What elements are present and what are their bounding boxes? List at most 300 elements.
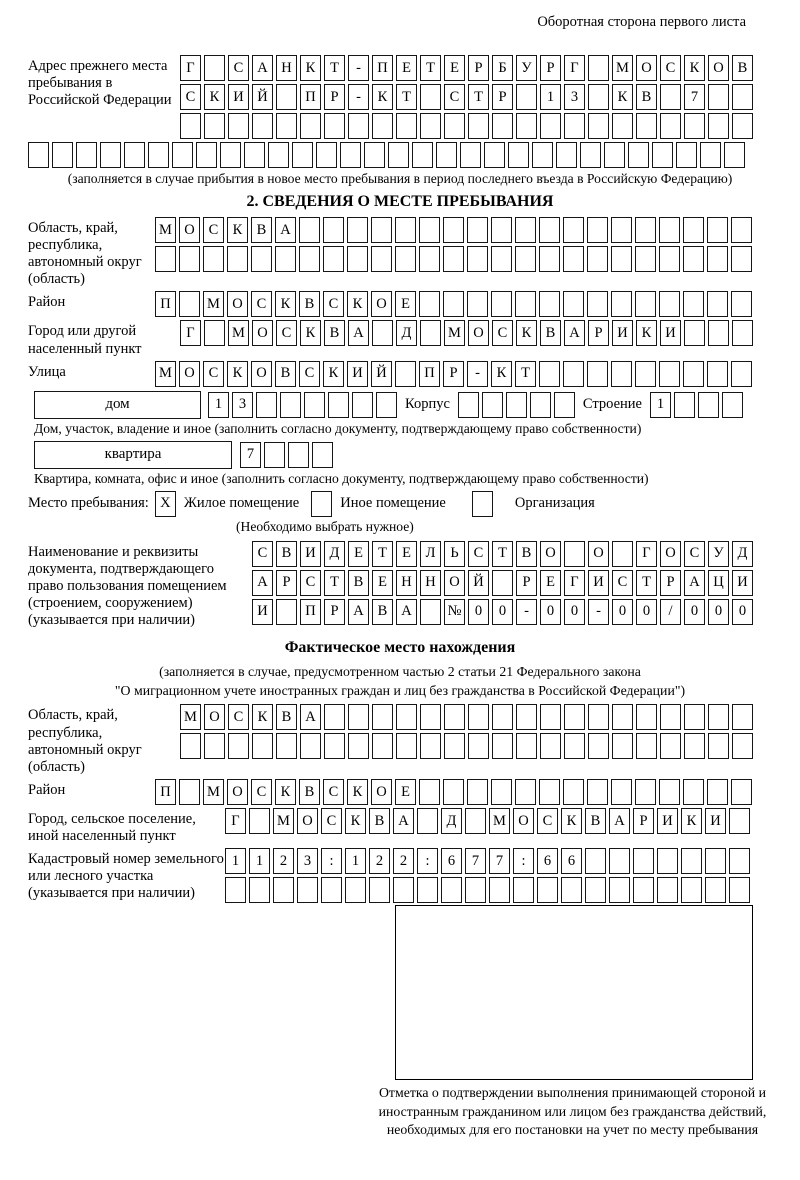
char-cell[interactable] — [372, 704, 393, 730]
char-cell[interactable]: М — [203, 779, 224, 805]
char-cell[interactable]: М — [155, 217, 176, 243]
char-cell[interactable] — [179, 291, 200, 317]
char-cell[interactable] — [419, 291, 440, 317]
char-cell[interactable] — [225, 877, 246, 903]
char-cell[interactable] — [612, 733, 633, 759]
char-cell[interactable]: И — [612, 320, 633, 346]
char-cell[interactable]: С — [612, 570, 633, 596]
char-cell[interactable]: У — [708, 541, 729, 567]
char-cell[interactable]: Л — [420, 541, 441, 567]
char-cell[interactable] — [465, 808, 486, 834]
char-cell[interactable] — [729, 848, 750, 874]
char-cell[interactable] — [652, 142, 673, 168]
char-cell[interactable]: К — [300, 320, 321, 346]
char-cell[interactable]: О — [227, 291, 248, 317]
char-cell[interactable] — [732, 113, 753, 139]
char-cell[interactable] — [684, 113, 705, 139]
char-cell[interactable]: - — [348, 55, 369, 81]
char-cell[interactable]: 0 — [564, 599, 585, 625]
char-cell[interactable] — [635, 361, 656, 387]
char-cell[interactable] — [612, 541, 633, 567]
char-cell[interactable] — [328, 392, 349, 418]
char-cell[interactable] — [708, 84, 729, 110]
char-cell[interactable] — [324, 733, 345, 759]
char-cell[interactable] — [288, 442, 309, 468]
char-cell[interactable] — [539, 361, 560, 387]
char-cell[interactable]: 2 — [273, 848, 294, 874]
char-cell[interactable]: И — [657, 808, 678, 834]
char-cell[interactable]: К — [323, 361, 344, 387]
char-cell[interactable] — [388, 142, 409, 168]
char-cell[interactable] — [681, 848, 702, 874]
char-cell[interactable]: 3 — [232, 392, 253, 418]
char-cell[interactable] — [674, 392, 695, 418]
char-cell[interactable] — [684, 704, 705, 730]
char-cell[interactable] — [299, 246, 320, 272]
char-cell[interactable]: Й — [252, 84, 273, 110]
char-cell[interactable]: О — [468, 320, 489, 346]
char-cell[interactable] — [700, 142, 721, 168]
char-cell[interactable] — [540, 704, 561, 730]
char-cell[interactable]: С — [203, 361, 224, 387]
char-cell[interactable] — [227, 246, 248, 272]
char-cell[interactable] — [587, 291, 608, 317]
char-cell[interactable]: Г — [180, 55, 201, 81]
char-cell[interactable] — [276, 84, 297, 110]
char-cell[interactable] — [684, 733, 705, 759]
char-cell[interactable]: В — [348, 570, 369, 596]
char-cell[interactable] — [587, 779, 608, 805]
char-cell[interactable] — [636, 733, 657, 759]
char-cell[interactable]: В — [732, 55, 753, 81]
char-cell[interactable]: И — [252, 599, 273, 625]
char-cell[interactable] — [180, 113, 201, 139]
char-cell[interactable]: Н — [420, 570, 441, 596]
char-cell[interactable] — [264, 442, 285, 468]
char-cell[interactable] — [352, 392, 373, 418]
char-cell[interactable] — [635, 779, 656, 805]
char-cell[interactable] — [395, 217, 416, 243]
char-cell[interactable]: С — [300, 570, 321, 596]
char-cell[interactable] — [707, 361, 728, 387]
char-cell[interactable] — [732, 704, 753, 730]
char-cell[interactable] — [516, 704, 537, 730]
char-cell[interactable] — [659, 217, 680, 243]
char-cell[interactable] — [300, 113, 321, 139]
char-cell[interactable]: 0 — [468, 599, 489, 625]
char-cell[interactable]: И — [588, 570, 609, 596]
char-cell[interactable] — [587, 361, 608, 387]
char-cell[interactable]: Т — [492, 541, 513, 567]
char-cell[interactable]: Г — [636, 541, 657, 567]
char-cell[interactable] — [396, 113, 417, 139]
char-cell[interactable] — [609, 877, 630, 903]
char-cell[interactable]: И — [705, 808, 726, 834]
char-cell[interactable]: К — [347, 779, 368, 805]
char-cell[interactable] — [297, 877, 318, 903]
char-cell[interactable]: 2 — [393, 848, 414, 874]
char-cell[interactable] — [731, 361, 752, 387]
char-cell[interactable] — [612, 704, 633, 730]
char-cell[interactable] — [280, 392, 301, 418]
char-cell[interactable] — [609, 848, 630, 874]
char-cell[interactable] — [585, 848, 606, 874]
char-cell[interactable]: В — [276, 541, 297, 567]
char-cell[interactable] — [468, 113, 489, 139]
char-cell[interactable]: 1 — [345, 848, 366, 874]
char-cell[interactable]: К — [684, 55, 705, 81]
char-cell[interactable] — [491, 217, 512, 243]
char-cell[interactable]: 0 — [492, 599, 513, 625]
char-cell[interactable]: 0 — [636, 599, 657, 625]
char-cell[interactable]: В — [516, 541, 537, 567]
char-cell[interactable]: Т — [636, 570, 657, 596]
char-cell[interactable]: 3 — [297, 848, 318, 874]
char-cell[interactable] — [515, 246, 536, 272]
char-cell[interactable] — [506, 392, 527, 418]
char-cell[interactable] — [729, 877, 750, 903]
char-cell[interactable] — [556, 142, 577, 168]
char-cell[interactable] — [540, 113, 561, 139]
char-cell[interactable] — [443, 291, 464, 317]
char-cell[interactable] — [467, 779, 488, 805]
char-cell[interactable]: С — [276, 320, 297, 346]
char-cell[interactable]: Н — [396, 570, 417, 596]
char-cell[interactable]: В — [276, 704, 297, 730]
char-cell[interactable]: П — [419, 361, 440, 387]
char-cell[interactable]: 1 — [540, 84, 561, 110]
char-cell[interactable]: 7 — [465, 848, 486, 874]
char-cell[interactable] — [659, 246, 680, 272]
char-cell[interactable] — [444, 113, 465, 139]
char-cell[interactable]: С — [684, 541, 705, 567]
char-cell[interactable] — [636, 113, 657, 139]
char-cell[interactable]: С — [299, 361, 320, 387]
char-cell[interactable]: 0 — [540, 599, 561, 625]
char-cell[interactable]: К — [252, 704, 273, 730]
char-cell[interactable] — [554, 392, 575, 418]
char-cell[interactable]: А — [609, 808, 630, 834]
char-cell[interactable] — [516, 733, 537, 759]
char-cell[interactable]: О — [227, 779, 248, 805]
char-cell[interactable]: С — [252, 541, 273, 567]
char-cell[interactable]: С — [468, 541, 489, 567]
char-cell[interactable] — [148, 142, 169, 168]
char-cell[interactable]: А — [348, 599, 369, 625]
char-cell[interactable] — [393, 877, 414, 903]
char-cell[interactable] — [340, 142, 361, 168]
char-cell[interactable] — [732, 84, 753, 110]
char-cell[interactable] — [731, 779, 752, 805]
char-cell[interactable] — [444, 733, 465, 759]
char-cell[interactable]: С — [228, 704, 249, 730]
char-cell[interactable]: Р — [492, 84, 513, 110]
char-cell[interactable]: С — [444, 84, 465, 110]
char-cell[interactable] — [395, 246, 416, 272]
char-cell[interactable] — [441, 877, 462, 903]
char-cell[interactable] — [228, 733, 249, 759]
char-cell[interactable] — [563, 779, 584, 805]
char-cell[interactable]: И — [660, 320, 681, 346]
char-cell[interactable] — [729, 808, 750, 834]
char-cell[interactable]: : — [513, 848, 534, 874]
char-cell[interactable] — [708, 113, 729, 139]
char-cell[interactable]: Е — [395, 291, 416, 317]
char-cell[interactable] — [659, 779, 680, 805]
char-cell[interactable]: И — [347, 361, 368, 387]
char-cell[interactable]: Й — [371, 361, 392, 387]
char-cell[interactable]: К — [275, 291, 296, 317]
char-cell[interactable]: В — [251, 217, 272, 243]
char-cell[interactable] — [708, 704, 729, 730]
char-cell[interactable] — [698, 392, 719, 418]
char-cell[interactable] — [228, 113, 249, 139]
char-cell[interactable] — [275, 246, 296, 272]
char-cell[interactable] — [530, 392, 551, 418]
char-cell[interactable] — [376, 392, 397, 418]
char-cell[interactable] — [508, 142, 529, 168]
char-cell[interactable]: О — [588, 541, 609, 567]
char-cell[interactable] — [100, 142, 121, 168]
char-cell[interactable] — [252, 113, 273, 139]
char-cell[interactable] — [484, 142, 505, 168]
char-cell[interactable]: В — [372, 599, 393, 625]
char-cell[interactable]: Г — [564, 55, 585, 81]
char-cell[interactable] — [683, 361, 704, 387]
char-cell[interactable]: С — [660, 55, 681, 81]
char-cell[interactable]: О — [252, 320, 273, 346]
char-cell[interactable]: Ц — [708, 570, 729, 596]
char-cell[interactable]: / — [660, 599, 681, 625]
checkbox-residential[interactable]: X — [155, 491, 176, 517]
char-cell[interactable] — [705, 877, 726, 903]
char-cell[interactable]: Г — [225, 808, 246, 834]
char-cell[interactable]: К — [275, 779, 296, 805]
char-cell[interactable]: М — [228, 320, 249, 346]
char-cell[interactable] — [612, 113, 633, 139]
char-cell[interactable] — [372, 733, 393, 759]
char-cell[interactable] — [204, 733, 225, 759]
char-cell[interactable] — [588, 704, 609, 730]
char-cell[interactable]: Р — [516, 570, 537, 596]
char-cell[interactable] — [249, 877, 270, 903]
char-cell[interactable]: Т — [420, 55, 441, 81]
char-cell[interactable]: В — [369, 808, 390, 834]
char-cell[interactable] — [299, 217, 320, 243]
char-cell[interactable] — [563, 246, 584, 272]
char-cell[interactable]: К — [227, 217, 248, 243]
char-cell[interactable]: О — [444, 570, 465, 596]
char-cell[interactable] — [539, 291, 560, 317]
char-cell[interactable]: С — [323, 779, 344, 805]
char-cell[interactable] — [588, 55, 609, 81]
char-cell[interactable]: О — [297, 808, 318, 834]
char-cell[interactable] — [731, 246, 752, 272]
char-cell[interactable]: 6 — [537, 848, 558, 874]
char-cell[interactable] — [683, 779, 704, 805]
char-cell[interactable] — [395, 361, 416, 387]
char-cell[interactable]: С — [251, 291, 272, 317]
char-cell[interactable] — [465, 877, 486, 903]
char-cell[interactable] — [707, 246, 728, 272]
char-cell[interactable] — [420, 113, 441, 139]
char-cell[interactable] — [420, 320, 441, 346]
char-cell[interactable]: 1 — [249, 848, 270, 874]
char-cell[interactable] — [467, 217, 488, 243]
char-cell[interactable]: Е — [540, 570, 561, 596]
char-cell[interactable] — [304, 392, 325, 418]
char-cell[interactable] — [249, 808, 270, 834]
char-cell[interactable]: С — [321, 808, 342, 834]
char-cell[interactable] — [467, 291, 488, 317]
char-cell[interactable] — [611, 246, 632, 272]
char-cell[interactable]: О — [371, 779, 392, 805]
char-cell[interactable]: А — [564, 320, 585, 346]
char-cell[interactable] — [124, 142, 145, 168]
char-cell[interactable]: Й — [468, 570, 489, 596]
char-cell[interactable] — [204, 320, 225, 346]
char-cell[interactable]: 6 — [441, 848, 462, 874]
char-cell[interactable] — [731, 291, 752, 317]
char-cell[interactable] — [203, 246, 224, 272]
char-cell[interactable] — [371, 246, 392, 272]
char-cell[interactable] — [155, 246, 176, 272]
char-cell[interactable]: 3 — [564, 84, 585, 110]
char-cell[interactable] — [636, 704, 657, 730]
char-cell[interactable] — [420, 733, 441, 759]
char-cell[interactable] — [347, 217, 368, 243]
char-cell[interactable] — [660, 113, 681, 139]
char-cell[interactable]: А — [684, 570, 705, 596]
char-cell[interactable] — [347, 246, 368, 272]
char-cell[interactable]: С — [203, 217, 224, 243]
char-cell[interactable] — [683, 291, 704, 317]
char-cell[interactable] — [705, 848, 726, 874]
char-cell[interactable]: К — [491, 361, 512, 387]
char-cell[interactable]: И — [732, 570, 753, 596]
char-cell[interactable] — [419, 246, 440, 272]
char-cell[interactable]: Е — [395, 779, 416, 805]
char-cell[interactable] — [316, 142, 337, 168]
char-cell[interactable] — [491, 291, 512, 317]
char-cell[interactable]: Т — [396, 84, 417, 110]
char-cell[interactable] — [292, 142, 313, 168]
char-cell[interactable] — [244, 142, 265, 168]
char-cell[interactable] — [585, 877, 606, 903]
char-cell[interactable]: - — [467, 361, 488, 387]
char-cell[interactable]: Р — [324, 599, 345, 625]
char-cell[interactable]: В — [275, 361, 296, 387]
char-cell[interactable]: О — [204, 704, 225, 730]
char-cell[interactable]: Р — [660, 570, 681, 596]
char-cell[interactable] — [444, 704, 465, 730]
char-cell[interactable]: М — [180, 704, 201, 730]
char-cell[interactable]: Т — [372, 541, 393, 567]
char-cell[interactable]: О — [636, 55, 657, 81]
char-cell[interactable]: Д — [441, 808, 462, 834]
char-cell[interactable] — [345, 877, 366, 903]
char-cell[interactable] — [396, 704, 417, 730]
char-cell[interactable] — [420, 704, 441, 730]
char-cell[interactable] — [276, 113, 297, 139]
char-cell[interactable] — [513, 877, 534, 903]
char-cell[interactable]: О — [179, 217, 200, 243]
char-cell[interactable] — [659, 291, 680, 317]
char-cell[interactable]: 6 — [561, 848, 582, 874]
char-cell[interactable] — [492, 113, 513, 139]
char-cell[interactable]: В — [299, 779, 320, 805]
char-cell[interactable]: Е — [444, 55, 465, 81]
char-cell[interactable]: - — [588, 599, 609, 625]
char-cell[interactable]: Н — [276, 55, 297, 81]
char-cell[interactable]: К — [372, 84, 393, 110]
char-cell[interactable]: Т — [515, 361, 536, 387]
char-cell[interactable]: О — [513, 808, 534, 834]
char-cell[interactable]: 1 — [208, 392, 229, 418]
char-cell[interactable] — [539, 246, 560, 272]
char-cell[interactable] — [179, 246, 200, 272]
char-cell[interactable] — [172, 142, 193, 168]
char-cell[interactable] — [443, 217, 464, 243]
char-cell[interactable] — [204, 55, 225, 81]
char-cell[interactable] — [587, 217, 608, 243]
char-cell[interactable] — [492, 733, 513, 759]
char-cell[interactable]: К — [681, 808, 702, 834]
char-cell[interactable]: 0 — [732, 599, 753, 625]
char-cell[interactable]: : — [321, 848, 342, 874]
char-cell[interactable]: К — [300, 55, 321, 81]
char-cell[interactable] — [684, 320, 705, 346]
char-cell[interactable] — [443, 779, 464, 805]
char-cell[interactable]: Р — [276, 570, 297, 596]
char-cell[interactable] — [369, 877, 390, 903]
char-cell[interactable]: 1 — [650, 392, 671, 418]
char-cell[interactable]: П — [300, 599, 321, 625]
char-cell[interactable]: Т — [324, 570, 345, 596]
char-cell[interactable]: № — [444, 599, 465, 625]
char-cell[interactable] — [635, 217, 656, 243]
char-cell[interactable] — [532, 142, 553, 168]
char-cell[interactable] — [312, 442, 333, 468]
char-cell[interactable] — [28, 142, 49, 168]
char-cell[interactable]: О — [660, 541, 681, 567]
char-cell[interactable] — [604, 142, 625, 168]
char-cell[interactable]: 7 — [240, 442, 261, 468]
char-cell[interactable] — [660, 704, 681, 730]
char-cell[interactable] — [515, 291, 536, 317]
char-cell[interactable] — [324, 113, 345, 139]
char-cell[interactable] — [482, 392, 503, 418]
char-cell[interactable] — [492, 704, 513, 730]
char-cell[interactable]: П — [300, 84, 321, 110]
char-cell[interactable]: М — [489, 808, 510, 834]
char-cell[interactable]: 0 — [684, 599, 705, 625]
char-cell[interactable]: Д — [396, 320, 417, 346]
char-cell[interactable] — [204, 113, 225, 139]
char-cell[interactable]: В — [324, 320, 345, 346]
char-cell[interactable]: А — [252, 570, 273, 596]
char-cell[interactable] — [660, 84, 681, 110]
char-cell[interactable] — [489, 877, 510, 903]
char-cell[interactable]: Р — [633, 808, 654, 834]
char-cell[interactable]: А — [300, 704, 321, 730]
char-cell[interactable]: А — [393, 808, 414, 834]
char-cell[interactable] — [563, 291, 584, 317]
char-cell[interactable]: - — [348, 84, 369, 110]
char-cell[interactable]: С — [228, 55, 249, 81]
char-cell[interactable] — [515, 779, 536, 805]
char-cell[interactable]: П — [155, 291, 176, 317]
